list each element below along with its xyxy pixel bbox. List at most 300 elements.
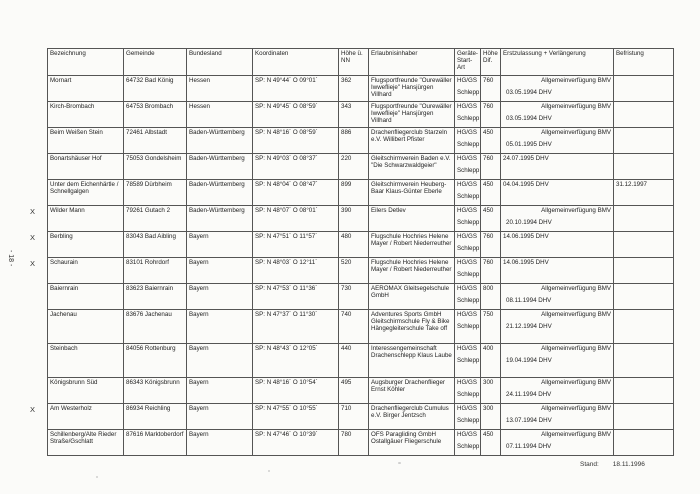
- table-row: [48, 310, 674, 344]
- cell-koordinaten: [253, 232, 339, 258]
- befristung-text: 31.12.1997: [616, 181, 647, 188]
- cell-bezeichnung: [48, 378, 124, 404]
- cell-gemeinde: [124, 232, 187, 258]
- koordinaten-text: SP: N 49°44´ O 09°01´: [255, 77, 318, 84]
- cell-startart: [455, 206, 481, 232]
- cell-hoehe: [339, 430, 369, 456]
- cell-erlaubnisinhaber: [369, 206, 455, 232]
- bundesland-text: Bayern: [189, 233, 209, 240]
- inhaber-text: Adventures Sports GmbH Gleitschirmschule Fly & Bike Hängegleiterschule Take off: [371, 311, 450, 333]
- inhaber-text: OFS Paragliding GmbH Ostallgäuer Fliegerschule: [371, 431, 442, 446]
- inhaber-text: Flugsportfreunde "Ourewäller Iwweflieje" Hansjürgen Villhard: [371, 77, 452, 99]
- cell-zulassung: [501, 154, 614, 180]
- cell-hoehe: [339, 232, 369, 258]
- start-type: HG/GS: [457, 405, 477, 412]
- cell-erlaubnisinhaber: [369, 344, 455, 378]
- cell-bezeichnung: [48, 430, 124, 456]
- inhaber-text: Interessengemeinschaft Drachenschlepp Klaus Laube: [371, 345, 452, 360]
- cell-bezeichnung: [48, 310, 124, 344]
- cell-hoehe-dif: [481, 258, 501, 284]
- start-type: HG/GS: [457, 285, 477, 292]
- start-method: Schlepp: [457, 219, 480, 227]
- table-row: [48, 344, 674, 378]
- zulassung-allgemein: Allgemeinverfügung BMV: [541, 77, 611, 84]
- koordinaten-text: SP: N 49°03´ O 08°37´: [255, 155, 318, 162]
- cell-hoehe: [339, 206, 369, 232]
- start-type: HG/GS: [457, 379, 477, 386]
- start-method: Schlepp: [457, 89, 480, 97]
- zulassung-allgemein: Allgemeinverfügung BMV: [541, 207, 611, 214]
- koordinaten-text: SP: N 48°04´ O 08°47´: [255, 181, 318, 188]
- start-method: Schlepp: [457, 245, 480, 253]
- cell-gemeinde: [124, 180, 187, 206]
- zulassung-datum: 24.07.1995 DHV: [503, 155, 549, 162]
- cell-hoehe: [339, 310, 369, 344]
- cell-hoehe-dif: [481, 154, 501, 180]
- cell-zulassung: [501, 76, 614, 102]
- cell-bezeichnung: [48, 232, 124, 258]
- cell-bezeichnung: [48, 102, 124, 128]
- hoehe-text: 740: [341, 311, 352, 318]
- zulassung-allgemein: Allgemeinverfügung BMV: [541, 431, 611, 438]
- table-row: [48, 76, 674, 102]
- inhaber-text: Flugsportfreunde "Ourewäller Iwweflieje" Hansjürgen Villhard: [371, 103, 452, 125]
- cell-erlaubnisinhaber: [369, 430, 455, 456]
- table-header-row: [48, 49, 674, 76]
- cell-erlaubnisinhaber: [369, 180, 455, 206]
- zulassung-datum: 04.04.1995 DHV: [503, 181, 549, 188]
- cell-hoehe: [339, 284, 369, 310]
- cell-bundesland: [187, 344, 253, 378]
- zulassung-datum: 20.10.1994 DHV: [506, 219, 552, 227]
- cell-startart: [455, 310, 481, 344]
- koordinaten-text: SP: N 48°16´ O 10°54´: [255, 379, 318, 386]
- zulassung-datum: 03.05.1994 DHV: [506, 89, 552, 97]
- cell-startart: [455, 232, 481, 258]
- cell-bundesland: [187, 206, 253, 232]
- cell-zulassung: [501, 102, 614, 128]
- cell-koordinaten: [253, 404, 339, 430]
- cell-bezeichnung: [48, 284, 124, 310]
- inhaber-text: Flugschule Hochries Helene Mayer / Robert Niederreuther: [371, 233, 452, 248]
- hoehe-text: 362: [341, 77, 352, 84]
- cell-befristung: [614, 206, 674, 232]
- table-row: [48, 404, 674, 430]
- cell-zulassung: [501, 206, 614, 232]
- cell-bundesland: [187, 378, 253, 404]
- bezeichnung-text: Steinbach: [50, 345, 78, 352]
- bezeichnung-text: Schaurain: [50, 259, 78, 266]
- cell-gemeinde: [124, 284, 187, 310]
- hoehe-text: 780: [341, 431, 352, 438]
- cell-befristung: [614, 76, 674, 102]
- row-check-mark: X: [30, 404, 36, 414]
- table-row: [48, 102, 674, 128]
- gemeinde-text: 83043 Bad Aibling: [126, 233, 176, 240]
- start-type: HG/GS: [457, 233, 477, 240]
- cell-zulassung: [501, 430, 614, 456]
- cell-hoehe: [339, 404, 369, 430]
- gemeinde-text: 78589 Dürbheim: [126, 181, 172, 188]
- bundesland-text: Bayern: [189, 431, 209, 438]
- cell-zulassung: [501, 378, 614, 404]
- start-type: HG/GS: [457, 129, 477, 136]
- bezeichnung-text: Jachenau: [50, 311, 77, 318]
- koordinaten-text: SP: N 49°45´ O 08°59´: [255, 103, 318, 110]
- header-startart: Geräte-Start-Art: [455, 49, 481, 76]
- gemeinde-text: 83623 Baiernrain: [126, 285, 174, 292]
- cell-koordinaten: [253, 430, 339, 456]
- hoehe-text: 480: [341, 233, 352, 240]
- cell-zulassung: [501, 128, 614, 154]
- start-method: Schlepp: [457, 115, 480, 123]
- cell-startart: [455, 76, 481, 102]
- cell-befristung: [614, 232, 674, 258]
- start-method: Schlepp: [457, 417, 480, 425]
- hoehe-text: 730: [341, 285, 352, 292]
- bundesland-text: Baden-Württemberg: [189, 129, 245, 136]
- diff-text: 450: [483, 431, 494, 438]
- stand-label: Stand:: [580, 461, 599, 468]
- diff-text: 760: [483, 103, 494, 110]
- koordinaten-text: SP: N 48°03´ O 12°11´: [255, 259, 318, 266]
- cell-koordinaten: [253, 154, 339, 180]
- start-type: HG/GS: [457, 431, 477, 438]
- cell-startart: [455, 154, 481, 180]
- zulassung-allgemein: Allgemeinverfügung BMV: [541, 405, 611, 412]
- bezeichnung-text: Königsbrunn Süd: [50, 379, 98, 386]
- cell-hoehe-dif: [481, 128, 501, 154]
- cell-befristung: [614, 344, 674, 378]
- table-row: [48, 154, 674, 180]
- header-hoehe-dif: Höhe Dif.: [481, 49, 501, 76]
- zulassung-datum: 07.11.1994 DHV: [506, 443, 552, 451]
- table-row: [48, 284, 674, 310]
- hoehe-text: 390: [341, 207, 352, 214]
- cell-koordinaten: [253, 128, 339, 154]
- start-type: HG/GS: [457, 77, 477, 84]
- cell-bundesland: [187, 258, 253, 284]
- cell-bezeichnung: [48, 404, 124, 430]
- zulassung-allgemein: Allgemeinverfügung BMV: [541, 311, 611, 318]
- cell-hoehe-dif: [481, 284, 501, 310]
- cell-hoehe-dif: [481, 76, 501, 102]
- cell-erlaubnisinhaber: [369, 232, 455, 258]
- cell-erlaubnisinhaber: [369, 102, 455, 128]
- bezeichnung-text: Am Westerholz: [50, 405, 92, 412]
- diff-text: 300: [483, 405, 494, 412]
- zulassung-datum: 08.11.1994 DHV: [506, 297, 552, 305]
- hoehe-text: 899: [341, 181, 352, 188]
- cell-erlaubnisinhaber: [369, 76, 455, 102]
- header-bundesland: Bundesland: [187, 49, 253, 76]
- start-type: HG/GS: [457, 345, 477, 352]
- inhaber-text: Gleitschirmverein Baden e.V. "Die Schwarzwaldgeier": [371, 155, 451, 170]
- bezeichnung-text: Berbling: [50, 233, 73, 240]
- cell-hoehe-dif: [481, 378, 501, 404]
- cell-bundesland: [187, 284, 253, 310]
- start-method: Schlepp: [457, 443, 480, 451]
- gemeinde-text: 83101 Rohrdorf: [126, 259, 169, 266]
- hoehe-text: 220: [341, 155, 352, 162]
- cell-koordinaten: [253, 102, 339, 128]
- bezeichnung-text: Mornart: [50, 77, 72, 84]
- cell-bundesland: [187, 102, 253, 128]
- bundesland-text: Hessen: [189, 103, 210, 110]
- table-row: [48, 258, 674, 284]
- cell-zulassung: [501, 232, 614, 258]
- diff-text: 400: [483, 345, 494, 352]
- cell-bezeichnung: [48, 206, 124, 232]
- table-row: [48, 206, 674, 232]
- cell-bezeichnung: [48, 154, 124, 180]
- koordinaten-text: SP: N 47°53´ O 11°36´: [255, 285, 318, 292]
- cell-befristung: [614, 378, 674, 404]
- cell-bundesland: [187, 430, 253, 456]
- zulassung-allgemein: Allgemeinverfügung BMV: [541, 129, 611, 136]
- header-gemeinde: Gemeinde: [124, 49, 187, 76]
- cell-hoehe-dif: [481, 430, 501, 456]
- diff-text: 450: [483, 207, 494, 214]
- bundesland-text: Bayern: [189, 405, 209, 412]
- bundesland-text: Baden-Württemberg: [189, 207, 245, 214]
- stand-date-line: [580, 461, 659, 468]
- inhaber-text: Gleitschirmverein Heuberg-Baar Klaus-Günter Eberle: [371, 181, 447, 196]
- cell-hoehe-dif: [481, 310, 501, 344]
- cell-hoehe: [339, 102, 369, 128]
- bundesland-text: Bayern: [189, 345, 209, 352]
- cell-bundesland: [187, 232, 253, 258]
- cell-hoehe: [339, 128, 369, 154]
- stand-date: 18.11.1996: [612, 461, 645, 468]
- table-row: [48, 430, 674, 456]
- zulassung-allgemein: Allgemeinverfügung BMV: [541, 345, 611, 352]
- cell-bundesland: [187, 404, 253, 430]
- bezeichnung-text: Unter dem Eichenhärtle / Schnellgalgen: [50, 181, 119, 196]
- bundesland-text: Bayern: [189, 311, 209, 318]
- hoehe-text: 495: [341, 379, 352, 386]
- gemeinde-text: 64753 Brombach: [126, 103, 174, 110]
- header-koordinaten: Koordinaten: [253, 49, 339, 76]
- bundesland-text: Baden-Württemberg: [189, 155, 245, 162]
- row-check-mark: X: [30, 258, 36, 268]
- koordinaten-text: SP: N 48°16´ O 08°59´: [255, 129, 318, 136]
- diff-text: 750: [483, 311, 494, 318]
- cell-koordinaten: [253, 378, 339, 404]
- zulassung-datum: 24.11.1994 DHV: [506, 391, 552, 399]
- gemeinde-text: 87616 Marktoberdorf: [126, 431, 184, 438]
- cell-bezeichnung: [48, 180, 124, 206]
- diff-text: 300: [483, 379, 494, 386]
- start-type: HG/GS: [457, 103, 477, 110]
- gemeinde-text: 84056 Rottenburg: [126, 345, 176, 352]
- diff-text: 800: [483, 285, 494, 292]
- cell-bundesland: [187, 128, 253, 154]
- cell-koordinaten: [253, 180, 339, 206]
- cell-befristung: [614, 430, 674, 456]
- gemeinde-text: 64732 Bad König: [126, 77, 174, 84]
- koordinaten-text: SP: N 48°43´ O 12°05´: [255, 345, 318, 352]
- gemeinde-text: 83676 Jachenau: [126, 311, 172, 318]
- zulassung-datum: 19.04.1994 DHV: [506, 357, 552, 365]
- koordinaten-text: SP: N 47°46´ O 10°39´: [255, 431, 318, 438]
- cell-hoehe: [339, 76, 369, 102]
- inhaber-text: AEROMAX Gleitsegelschule GmbH: [371, 285, 450, 300]
- cell-hoehe-dif: [481, 102, 501, 128]
- table-row: [48, 378, 674, 404]
- start-method: Schlepp: [457, 391, 480, 399]
- start-type: HG/GS: [457, 259, 477, 266]
- cell-befristung: [614, 310, 674, 344]
- inhaber-text: Drachenfliegerclub Starzeln e.V. Willibert Pfister: [371, 129, 448, 144]
- cell-befristung: [614, 284, 674, 310]
- diff-text: 760: [483, 77, 494, 84]
- bundesland-text: Bayern: [189, 285, 209, 292]
- gemeinde-text: 72461 Albstadt: [126, 129, 167, 136]
- cell-befristung: [614, 258, 674, 284]
- start-method: Schlepp: [457, 141, 480, 149]
- page-number: - 18 -: [7, 250, 14, 267]
- cell-hoehe: [339, 180, 369, 206]
- cell-zulassung: [501, 180, 614, 206]
- start-method: Schlepp: [457, 167, 480, 175]
- cell-hoehe: [339, 154, 369, 180]
- cell-gemeinde: [124, 344, 187, 378]
- diff-text: 450: [483, 181, 494, 188]
- cell-koordinaten: [253, 206, 339, 232]
- koordinaten-text: SP: N 48°07´ O 08°01´: [255, 207, 318, 214]
- cell-startart: [455, 128, 481, 154]
- cell-hoehe-dif: [481, 232, 501, 258]
- cell-gemeinde: [124, 206, 187, 232]
- zulassung-datum: 14.06.1995 DHV: [503, 259, 549, 266]
- diff-text: 760: [483, 155, 494, 162]
- diff-text: 760: [483, 259, 494, 266]
- hoehe-text: 710: [341, 405, 352, 412]
- cell-hoehe-dif: [481, 404, 501, 430]
- cell-hoehe-dif: [481, 180, 501, 206]
- cell-erlaubnisinhaber: [369, 128, 455, 154]
- cell-befristung: [614, 102, 674, 128]
- koordinaten-text: SP: N 47°55´ O 10°55´: [255, 405, 318, 412]
- cell-gemeinde: [124, 102, 187, 128]
- cell-startart: [455, 284, 481, 310]
- cell-koordinaten: [253, 76, 339, 102]
- bundesland-text: Bayern: [189, 259, 209, 266]
- zulassung-datum: 05.01.1995 DHV: [506, 141, 552, 149]
- inhaber-text: Augsburger Drachenflieger Ernst Köhler: [371, 379, 445, 394]
- cell-gemeinde: [124, 128, 187, 154]
- koordinaten-text: SP: N 47°37´ O 11°30´: [255, 311, 318, 318]
- header-hoehe: Höhe ü. NN: [339, 49, 369, 76]
- cell-bundesland: [187, 154, 253, 180]
- cell-startart: [455, 404, 481, 430]
- koordinaten-text: SP: N 47°51´ O 11°57´: [255, 233, 318, 240]
- cell-startart: [455, 344, 481, 378]
- cell-befristung: [614, 128, 674, 154]
- cell-befristung: [614, 180, 674, 206]
- bundesland-text: Baden-Württemberg: [189, 181, 245, 188]
- gemeinde-text: 86934 Reichling: [126, 405, 171, 412]
- bezeichnung-text: Schillenberg/Alte Rieder Straße/Gschlatt: [50, 431, 117, 446]
- bezeichnung-text: Beim Weißen Stein: [50, 129, 103, 136]
- cell-befristung: [614, 404, 674, 430]
- start-method: Schlepp: [457, 323, 480, 331]
- hoehe-text: 886: [341, 129, 352, 136]
- zulassung-allgemein: Allgemeinverfügung BMV: [541, 379, 611, 386]
- cell-gemeinde: [124, 404, 187, 430]
- gemeinde-text: 75053 Gondelsheim: [126, 155, 182, 162]
- inhaber-text: Flugschule Hochries Helene Mayer / Robert Niederreuther: [371, 259, 452, 274]
- cell-erlaubnisinhaber: [369, 310, 455, 344]
- cell-startart: [455, 102, 481, 128]
- zulassung-allgemein: Allgemeinverfügung BMV: [541, 103, 611, 110]
- gemeinde-text: 79261 Gutach 2: [126, 207, 171, 214]
- cell-bundesland: [187, 76, 253, 102]
- cell-startart: [455, 430, 481, 456]
- cell-erlaubnisinhaber: [369, 154, 455, 180]
- airfield-register-table: [47, 48, 674, 456]
- cell-startart: [455, 180, 481, 206]
- zulassung-datum: 14.06.1995 DHV: [503, 233, 549, 240]
- cell-zulassung: [501, 284, 614, 310]
- cell-zulassung: [501, 258, 614, 284]
- cell-gemeinde: [124, 76, 187, 102]
- cell-erlaubnisinhaber: [369, 404, 455, 430]
- cell-gemeinde: [124, 378, 187, 404]
- cell-bezeichnung: [48, 76, 124, 102]
- start-type: HG/GS: [457, 181, 477, 188]
- cell-erlaubnisinhaber: [369, 378, 455, 404]
- cell-zulassung: [501, 310, 614, 344]
- cell-hoehe-dif: [481, 206, 501, 232]
- bezeichnung-text: Baiernrain: [50, 285, 79, 292]
- cell-hoehe-dif: [481, 344, 501, 378]
- diff-text: 450: [483, 129, 494, 136]
- cell-erlaubnisinhaber: [369, 258, 455, 284]
- table-row: [48, 180, 674, 206]
- start-method: Schlepp: [457, 357, 480, 365]
- start-type: HG/GS: [457, 207, 477, 214]
- cell-gemeinde: [124, 258, 187, 284]
- cell-startart: [455, 378, 481, 404]
- row-check-mark: X: [30, 232, 36, 242]
- cell-gemeinde: [124, 310, 187, 344]
- start-method: Schlepp: [457, 271, 480, 279]
- cell-bezeichnung: [48, 344, 124, 378]
- start-type: HG/GS: [457, 311, 477, 318]
- start-method: Schlepp: [457, 297, 480, 305]
- cell-bundesland: [187, 310, 253, 344]
- cell-hoehe: [339, 258, 369, 284]
- cell-koordinaten: [253, 344, 339, 378]
- cell-bezeichnung: [48, 128, 124, 154]
- gemeinde-text: 86343 Königsbrunn: [126, 379, 180, 386]
- start-type: HG/GS: [457, 155, 477, 162]
- hoehe-text: 440: [341, 345, 352, 352]
- header-bezeichnung: Bezeichnung: [48, 49, 124, 76]
- inhaber-text: Drachenfliegerclub Cumulus e.V. Birger Jentzsch: [371, 405, 449, 420]
- cell-gemeinde: [124, 430, 187, 456]
- zulassung-datum: 13.07.1994 DHV: [506, 417, 552, 425]
- header-erlaubnisinhaber: Erlaubnisinhaber: [369, 49, 455, 76]
- cell-erlaubnisinhaber: [369, 284, 455, 310]
- bezeichnung-text: Kirch-Brombach: [50, 103, 95, 110]
- cell-koordinaten: [253, 284, 339, 310]
- cell-bundesland: [187, 180, 253, 206]
- cell-koordinaten: [253, 310, 339, 344]
- diff-text: 760: [483, 233, 494, 240]
